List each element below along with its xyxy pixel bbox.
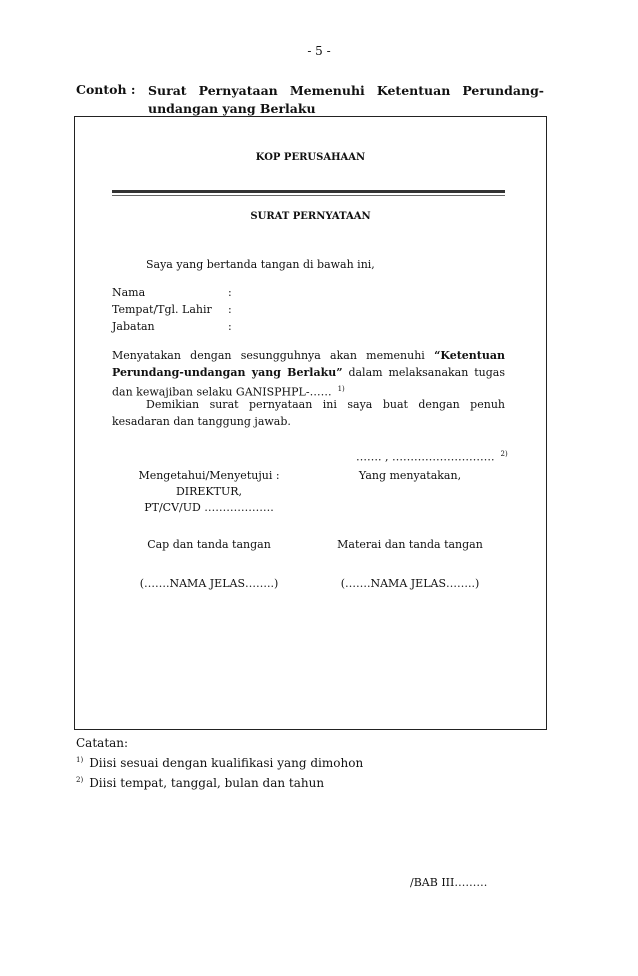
notes-section <box>76 735 363 792</box>
stamp-signature-left: Cap dan tanda tangan <box>147 538 271 551</box>
statement-paragraph <box>112 347 505 401</box>
statement-bold: “Ketentuan Perundang-undangan yang Berlaku” <box>112 349 505 379</box>
field-colon-name: : <box>228 286 232 299</box>
next-section-marker: /BAB III……… <box>410 876 488 889</box>
note-number: 1) <box>76 756 84 764</box>
note-text: Diisi sesuai dengan kualifikasi yang dimohon <box>89 756 364 770</box>
director-label: DIREKTUR, <box>175 485 243 498</box>
letterhead-rule-thick <box>112 190 505 193</box>
note-text: Diisi tempat, tanggal, bulan dan tahun <box>89 776 325 790</box>
letterhead-rule-thin <box>112 195 505 196</box>
statement-post: dalam melaksanakan tugas dan kewajiban selaku GANISPHPL-…… <box>112 366 505 399</box>
footnote-ref-2: 2) <box>500 450 508 458</box>
stamp-signature-right: Materai dan tanda tangan <box>337 538 483 551</box>
field-label-name: Nama <box>112 286 146 299</box>
example-title-line1: Surat Pernyataan Memenuhi Ketentuan Perundang- <box>148 83 544 98</box>
example-title <box>148 82 544 118</box>
signatory-name-right: (…….NAMA JELAS……..) <box>340 577 480 590</box>
closing-paragraph: Demikian surat pernyataan ini saya buat dengan penuh kesadaran dan tanggung jawab. <box>112 398 505 428</box>
place-date-line <box>356 450 508 464</box>
company-label: PT/CV/UD ………………. <box>144 501 274 514</box>
page-number: - 5 - <box>307 44 331 58</box>
field-label-position: Jabatan <box>112 320 155 333</box>
letter-intro: Saya yang bertanda tangan di bawah ini, <box>146 258 375 271</box>
example-label: Contoh : <box>76 82 136 97</box>
statement-pre: Menyatakan dengan sesungguhnya akan memenuhi <box>112 349 435 362</box>
letterhead-placeholder: KOP PERUSAHAAN <box>255 152 366 163</box>
field-colon-birth: : <box>228 303 232 316</box>
notes-heading: Catatan: <box>76 736 129 750</box>
letter-title: SURAT PERNYATAAN <box>250 211 371 222</box>
field-label-birth: Tempat/Tgl. Lahir <box>112 303 212 316</box>
note-number: 2) <box>76 776 84 784</box>
signatory-name-left: (…….NAMA JELAS……..) <box>139 577 279 590</box>
field-colon-position: : <box>228 320 232 333</box>
footnote-ref-1: 1) <box>337 385 345 393</box>
approval-label: Mengetahui/Menyetujui : <box>138 469 280 482</box>
note-item <box>76 752 363 772</box>
note-item <box>76 772 363 792</box>
example-title-line2: undangan yang Berlaku <box>148 101 316 116</box>
declarant-label: Yang menyatakan, <box>358 469 462 482</box>
place-date-text: ……. , ………………………. <box>356 450 495 464</box>
